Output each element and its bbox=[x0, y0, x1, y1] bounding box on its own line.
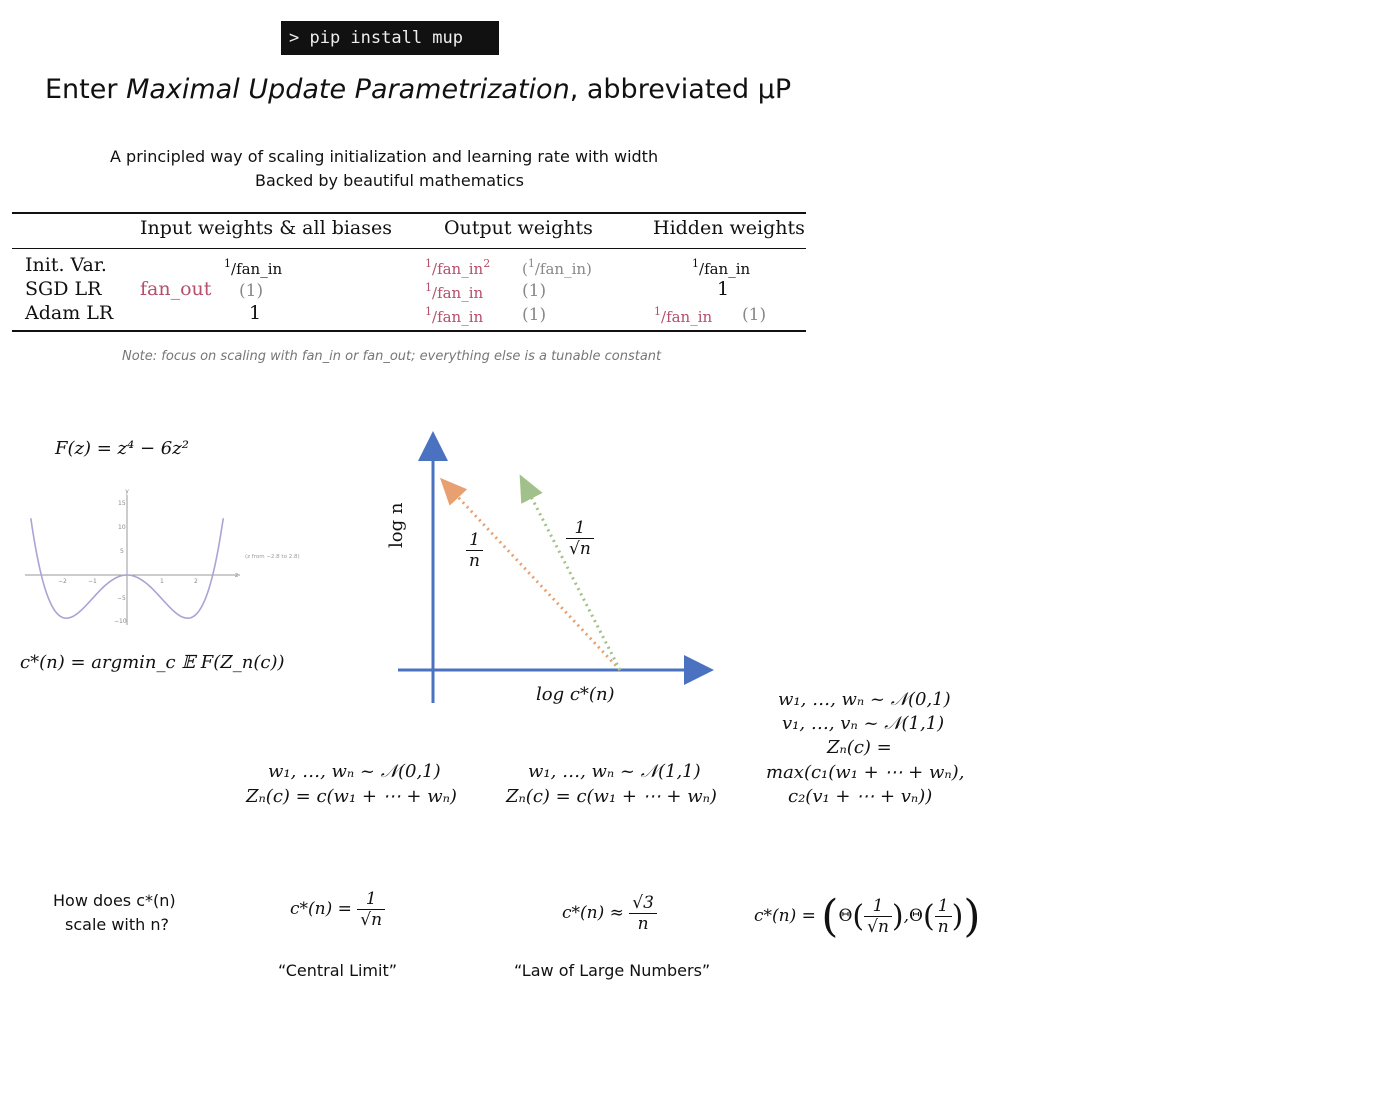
argmin-formula: c*(n) = argmin_c 𝔼 F(Z_n(c)) bbox=[20, 652, 285, 673]
question-line-1: How does c*(n) bbox=[53, 891, 176, 910]
answer2-caption: “Law of Large Numbers” bbox=[514, 961, 711, 980]
answer1-caption: “Central Limit” bbox=[278, 961, 398, 980]
fz-xtick-1: 1 bbox=[160, 578, 164, 585]
subtitle-line-2: Backed by beautiful mathematics bbox=[255, 171, 524, 190]
model1-line1: w₁, …, wₙ ~ 𝒩(0,1) bbox=[268, 761, 441, 782]
model3-line3: Zₙ(c) = bbox=[827, 737, 892, 758]
model1-line2: Zₙ(c) = c(w₁ + ⋯ + wₙ) bbox=[246, 786, 457, 807]
cell-adam-hidden: $^1$/fan_in bbox=[654, 305, 713, 326]
fz-ytick-10: 10 bbox=[118, 524, 126, 531]
table-note: Note: focus on scaling with fan_in or fan_out; everything else is a tunable constant bbox=[122, 349, 662, 364]
answer1-formula: c*(n) = $\frac{1}{√n}$ bbox=[290, 889, 385, 930]
log-scaling-diagram bbox=[380, 425, 740, 715]
cell-init-output-paren: ($^1$/fan_in) bbox=[522, 257, 592, 278]
cell-sgd-input-paren: (1) bbox=[239, 281, 264, 301]
table-bottom-rule bbox=[12, 330, 806, 332]
cell-init-hidden: $^1$/fan_in bbox=[692, 257, 751, 278]
green-arrow-label: $\frac{1}{√n}$ bbox=[566, 518, 594, 559]
model2-line1: w₁, …, wₙ ~ 𝒩(1,1) bbox=[528, 761, 701, 782]
cell-adam-output-paren: (1) bbox=[522, 305, 547, 325]
cell-sgd-hidden: 1 bbox=[717, 278, 730, 300]
cell-sgd-input: fan_out bbox=[140, 278, 212, 300]
subtitle-line-1: A principled way of scaling initialization and learning rate with width bbox=[110, 147, 659, 166]
column-header-hidden: Hidden weights bbox=[653, 217, 805, 239]
answer3-formula: c*(n) = (Θ( $\frac{1}{√n}$ ),Θ( $\frac{1}{n}$ )) bbox=[754, 891, 981, 942]
model3-line5: c₂(v₁ + ⋯ + vₙ)) bbox=[788, 786, 933, 807]
row-label-sgd-lr: SGD LR bbox=[25, 278, 102, 300]
fz-xtick-neg2: −2 bbox=[58, 578, 67, 585]
fz-x-label: z bbox=[235, 572, 239, 579]
table-header-rule bbox=[12, 248, 806, 249]
fz-xtick-neg1: −1 bbox=[88, 578, 97, 585]
fz-ytick-neg5: −5 bbox=[117, 595, 126, 602]
orange-scaling-arrow bbox=[442, 480, 620, 670]
fz-range-note: (z from −2.8 to 2.8) bbox=[245, 554, 300, 560]
cell-adam-hidden-paren: (1) bbox=[742, 305, 767, 325]
fz-ytick-neg10: −10 bbox=[114, 618, 127, 625]
model2-line2: Zₙ(c) = c(w₁ + ⋯ + wₙ) bbox=[506, 786, 717, 807]
title-prefix: Enter bbox=[45, 74, 127, 105]
orange-arrow-label: $\frac{1}{n}$ bbox=[466, 530, 483, 571]
fz-xtick-2: 2 bbox=[194, 578, 198, 585]
cell-adam-output: $^1$/fan_in bbox=[425, 305, 484, 326]
answer2-formula: c*(n) ≈ $\frac{√3}{n}$ bbox=[562, 893, 657, 934]
question-line-2: scale with n? bbox=[65, 915, 169, 934]
cell-init-output: $^1/fan\_in^2$ bbox=[425, 257, 491, 278]
title-emphasis: Maximal Update Parametrization bbox=[126, 74, 570, 105]
row-label-init-var: Init. Var. bbox=[25, 254, 107, 276]
row-label-adam-lr: Adam LR bbox=[25, 302, 114, 324]
title-suffix: , abbreviated μP bbox=[569, 74, 792, 105]
slide-title bbox=[45, 74, 791, 105]
cell-sgd-output: $^1$/fan_in bbox=[425, 281, 484, 302]
cell-init-input: $^1$/fan_in bbox=[224, 257, 283, 278]
fz-ytick-5: 5 bbox=[120, 548, 124, 555]
y-axis-label: log n bbox=[386, 502, 407, 548]
fz-formula: F(z) = z⁴ − 6z² bbox=[55, 438, 189, 459]
cell-adam-input: 1 bbox=[249, 302, 262, 324]
fz-y-label: y bbox=[125, 488, 129, 495]
green-scaling-arrow bbox=[521, 477, 620, 670]
model3-line4: max(c₁(w₁ + ⋯ + wₙ), bbox=[766, 762, 965, 783]
fz-ytick-15: 15 bbox=[118, 500, 126, 507]
cell-sgd-output-paren: (1) bbox=[522, 281, 547, 301]
pip-command: > pip install mup bbox=[281, 21, 499, 55]
column-header-output: Output weights bbox=[444, 217, 593, 239]
model3-line2: v₁, …, vₙ ~ 𝒩(1,1) bbox=[782, 713, 945, 734]
table-top-rule bbox=[12, 212, 806, 214]
model3-line1: w₁, …, wₙ ~ 𝒩(0,1) bbox=[778, 689, 951, 710]
x-axis-label: log c*(n) bbox=[536, 684, 615, 705]
column-header-input: Input weights & all biases bbox=[140, 217, 393, 239]
fz-curve-plot bbox=[20, 485, 320, 630]
